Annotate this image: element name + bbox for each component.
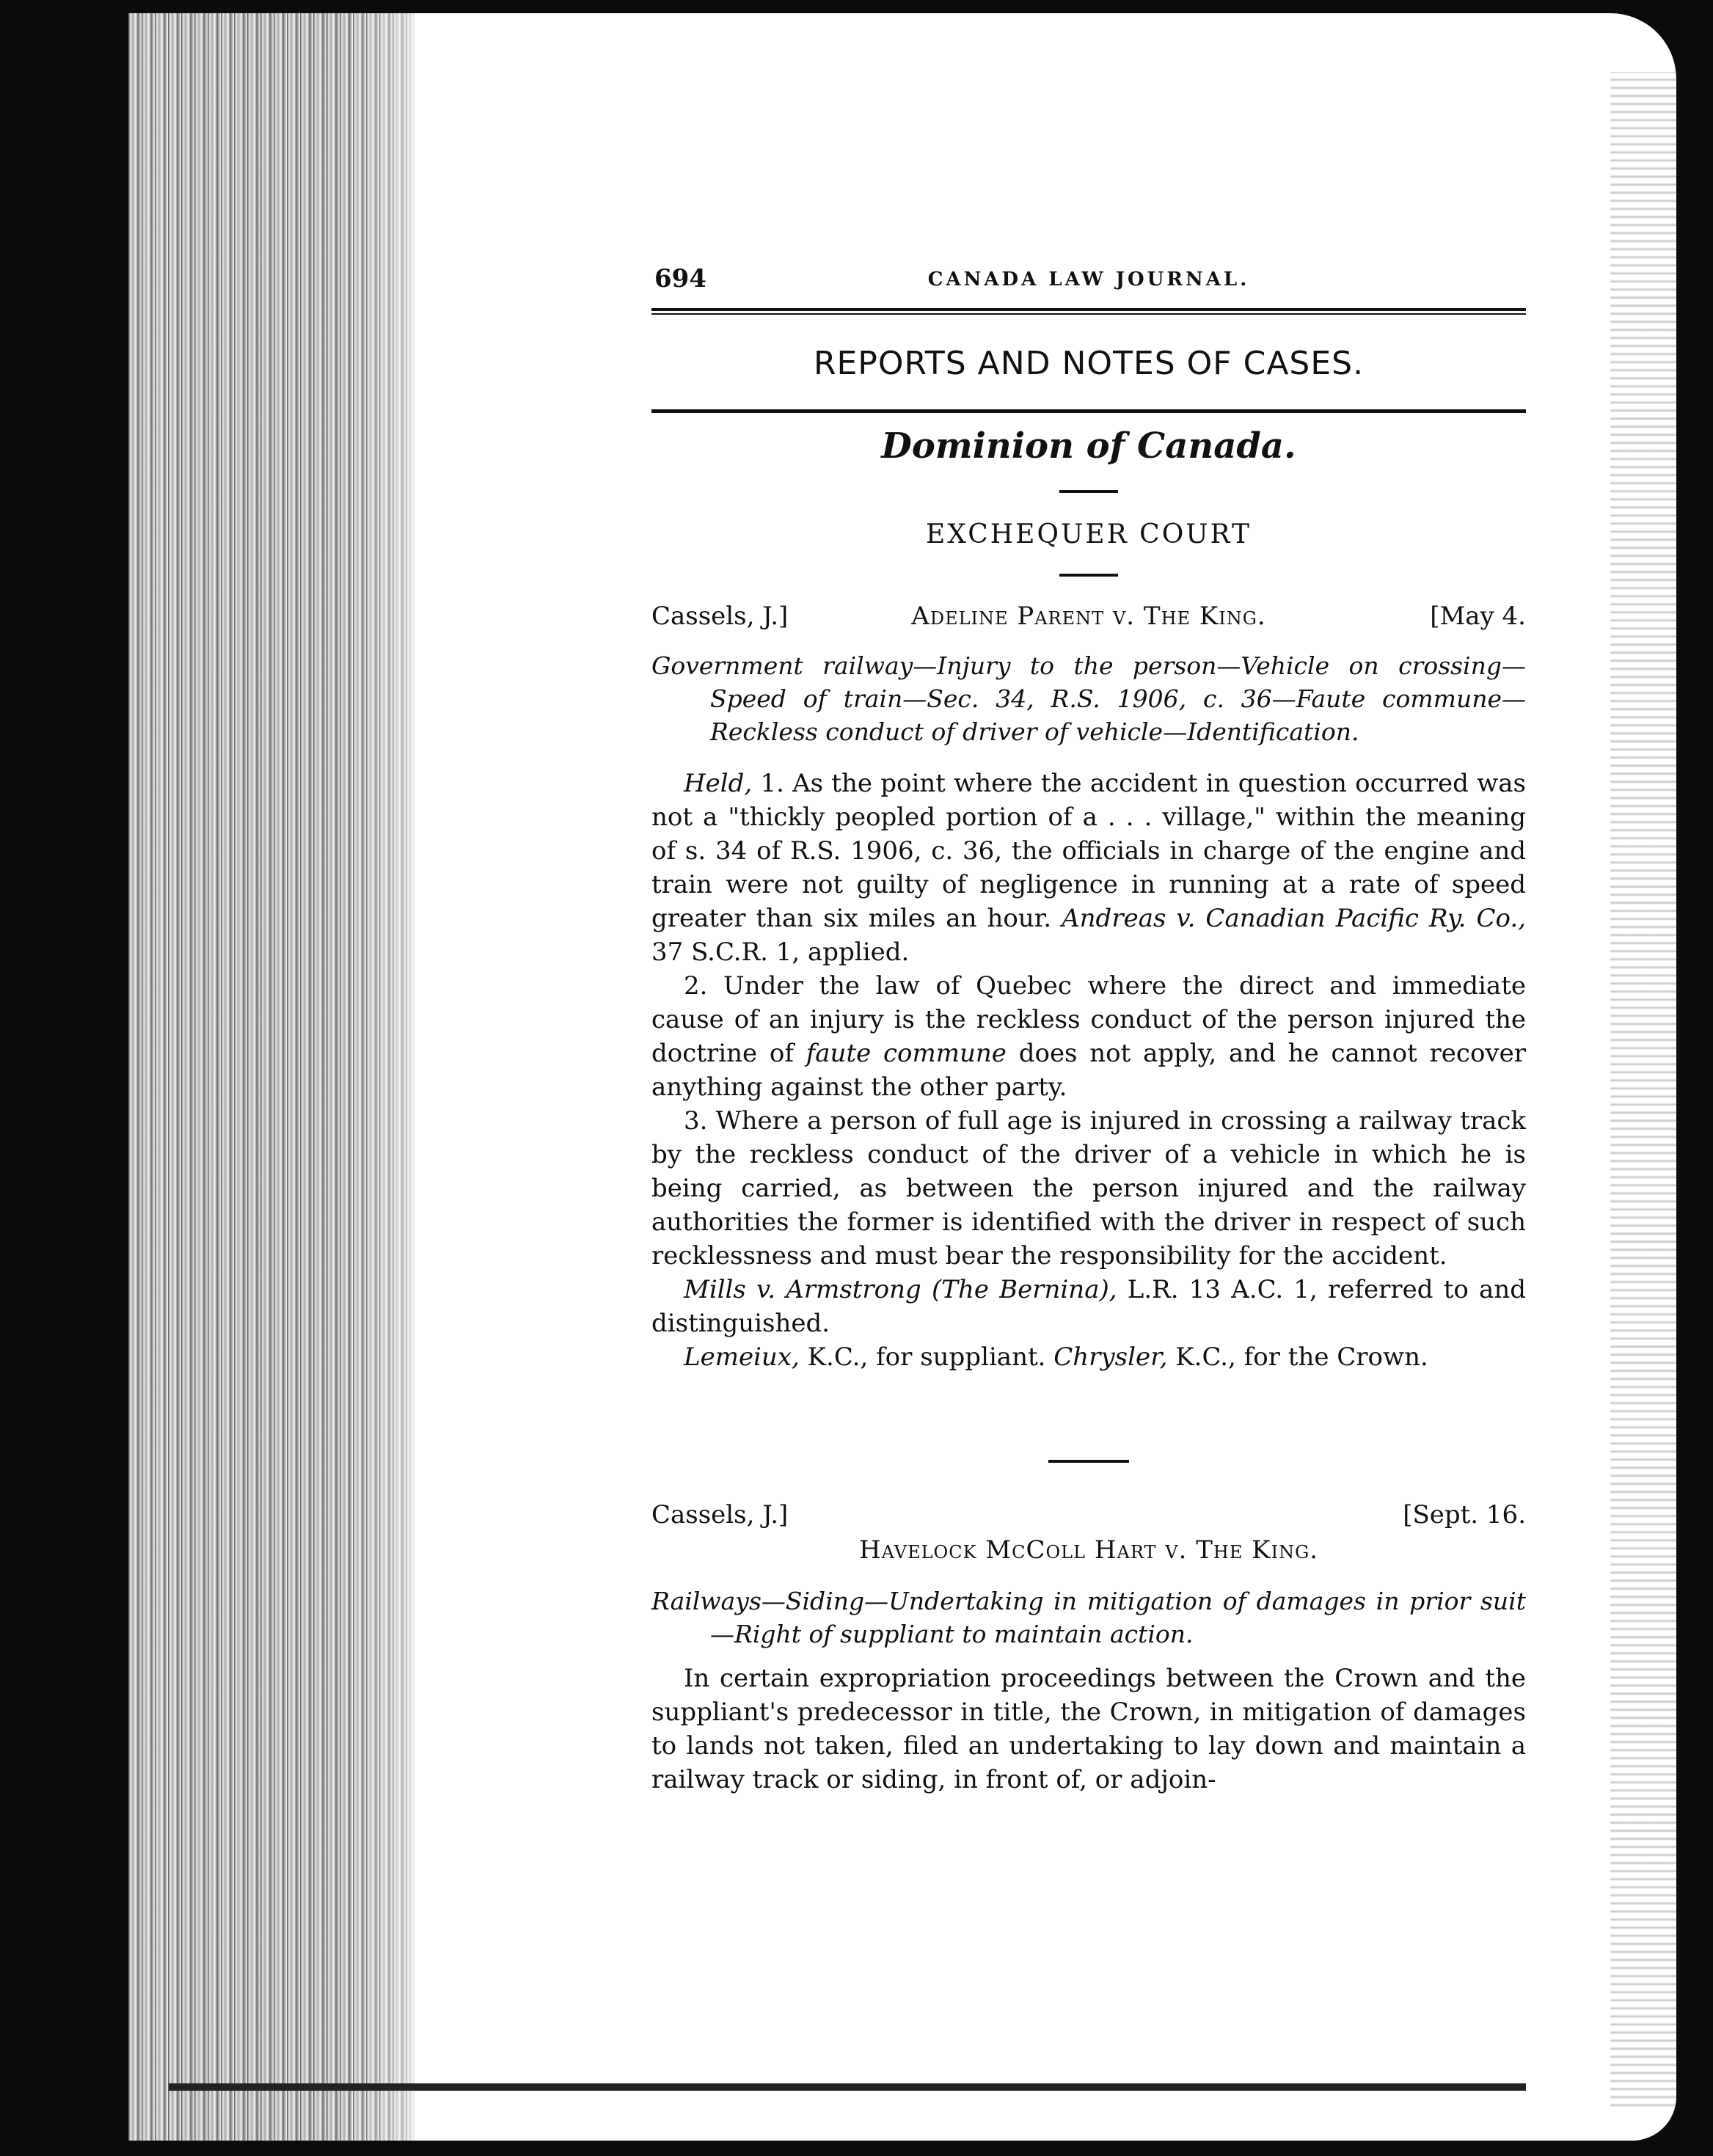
case-separator-rule [1048, 1460, 1129, 1463]
dominion-title: Dominion of Canada. [881, 425, 1296, 467]
short-rule [1059, 574, 1118, 577]
case-heading [651, 1500, 1526, 1537]
held-paragraph-2: 2. Under the law of Quebec where the direct and immediate cause of an injury is the reckless conduct of the person injured the doctrine of faute commune does not apply, and he cannot recover anything against the other party. [651, 971, 1527, 1102]
page-bottom-edge [169, 2083, 1526, 2091]
court-name: EXCHEQUER COURT [925, 519, 1252, 549]
running-header [651, 264, 1526, 308]
case-body [651, 1662, 1526, 1797]
case-date: [May 4. [1430, 602, 1526, 631]
held-paragraph-3: 3. Where a person of full age is injured in crossing a railway track by the reckless conduct of the driver of a vehicle in which he is being carried, as between the person injured and the railway authorities the former is identified with the driver in respect of such recklessness and must bear the responsibility for the accident. [651, 1106, 1526, 1271]
body-paragraph: In certain expropriation proceedings between the Crown and the suppliant's predecessor in title, the Crown, in mitigation of damages to lands not taken, filed an undertaking to lay down and maintain a railway track or siding, in front of, or adjoin- [651, 1664, 1526, 1794]
journal-title: CANADA LAW JOURNAL. [927, 268, 1250, 290]
page-number: 694 [654, 264, 706, 293]
section-title: REPORTS AND NOTES OF CASES. [813, 345, 1365, 382]
judge: Cassels, J.] [651, 602, 789, 631]
held-paragraph-1: Held, 1. As the point where the accident in question occurred was not a "thickly peopled portion of a . . . village," within the meaning of s. 34 of R.S. 1906, c. 36, the officials in charge of the engine and train were not guilty of negligence in running at a rate of speed greater than six miles an hour. Andreas v. Canadian Pacific Ry. Co., 37 S.C.R. 1, applied. [651, 769, 1527, 967]
judge: Cassels, J.] [651, 1500, 789, 1530]
page-edge-texture [1610, 72, 1676, 2111]
case-heading [651, 602, 1526, 638]
counsel-line: Lemeiux, K.C., for suppliant. Chrysler, K.C., for the Crown. [684, 1342, 1428, 1372]
case-parties: Havelock McColl Hart v. The King. [858, 1535, 1319, 1565]
section-rule [651, 409, 1526, 413]
catchwords: Government railway—Injury to the person—Vehicle on crossing—Speed of train—Sec. 34, R.S. 1906, c. 36—Faute commune—Reckless conduct of driver of vehicle—Identification. [651, 651, 1526, 746]
header-rule [651, 308, 1526, 311]
reference-paragraph: Mills v. Armstrong (The Bernina), L.R. 13 A.C. 1, referred to and distinguished. [651, 1275, 1526, 1338]
catchwords: Railways—Siding—Undertaking in mitigation of damages in prior suit—Right of suppliant to maintain action. [651, 1587, 1526, 1648]
case-parties: Adeline Parent v. The King. [911, 602, 1266, 631]
short-rule [1059, 490, 1118, 493]
case-body [651, 767, 1526, 1374]
case-date: [Sept. 16. [1403, 1500, 1526, 1530]
